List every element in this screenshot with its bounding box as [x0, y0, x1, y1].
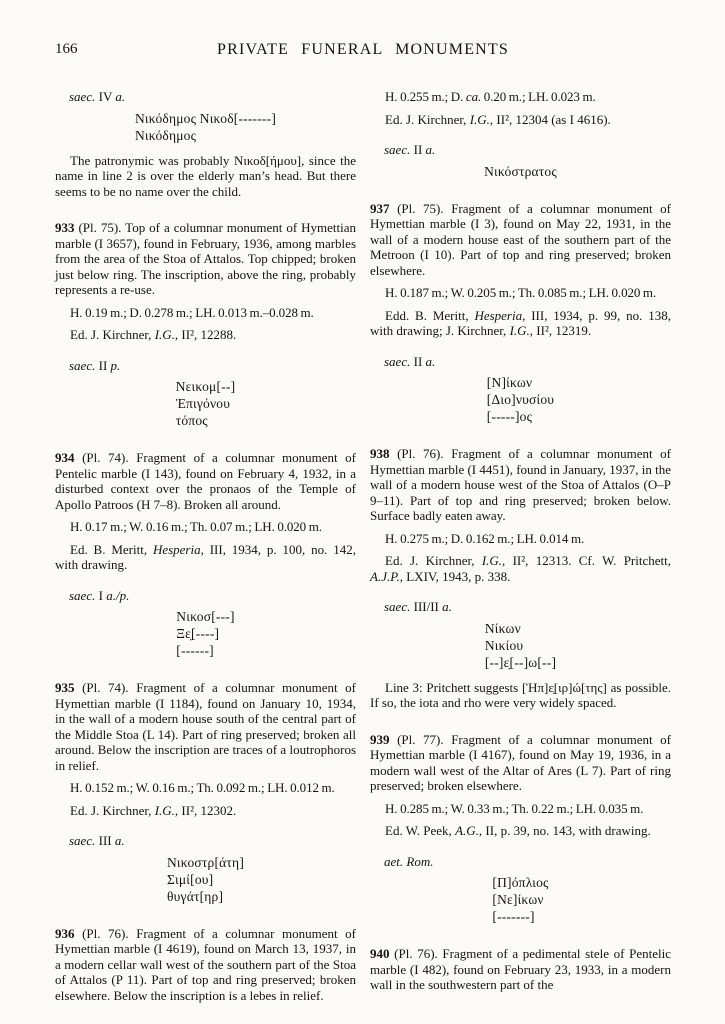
text-segment: saec. — [69, 587, 96, 603]
text-segment: Ed. W. Peek, — [385, 823, 456, 838]
text-segment: , II², 12313. Cf. W. Pritchett, — [502, 553, 671, 568]
text-segment: Ed. B. Meritt, — [70, 541, 153, 557]
inscription-line: [-----]ος — [486, 409, 533, 424]
text-segment: H. 0.19 m.; D. 0.278 m.; LH. 0.013 m.–0.028 m. — [70, 304, 314, 320]
text-segment: Ed. J. Kirchner, — [70, 802, 155, 818]
text-segment: saec. — [384, 599, 411, 614]
date-label — [55, 588, 356, 604]
measurements-line — [370, 801, 671, 817]
text-segment: The patronymic was probably Νικοδ[ήμου], since the name in line 2 is over the elderly man’s head. But there seems to be no name over the child. — [55, 152, 356, 199]
inscription-line: Νικοστρ[άτη] — [166, 854, 245, 870]
greek-inscription — [176, 378, 236, 429]
measurements-line — [370, 531, 671, 547]
text-segment: Ed. J. Kirchner, — [70, 327, 155, 342]
text-segment: III/II — [410, 599, 443, 614]
inscription-line: τόπος — [175, 413, 208, 428]
text-segment: Edd. B. Meritt, — [385, 307, 475, 323]
date-label — [55, 358, 356, 374]
inscription-line: Νεικομ[--] — [175, 379, 236, 394]
text-segment: H. 0.17 m.; W. 0.16 m.; Th. 0.07 m.; LH. 0.020 m. — [70, 519, 322, 534]
greek-inscription — [135, 110, 276, 144]
measurements-line — [370, 89, 671, 105]
catalog-entry — [370, 201, 671, 279]
text-segment: Ed. J. Kirchner, — [385, 111, 470, 127]
text-segment: H. 0.187 m.; W. 0.205 m.; Th. 0.085 m.; LH. 0.020 m. — [385, 285, 657, 300]
entry-number: 935 — [55, 680, 75, 695]
text-segment: I — [95, 587, 107, 603]
commentary-paragraph — [370, 680, 671, 711]
text-segment: , LXIV, 1943, p. 338. — [399, 568, 511, 584]
measurements-line — [55, 519, 356, 535]
page-title: PRIVATE FUNERAL MONUMENTS — [216, 41, 510, 58]
text-segment: I.G. — [154, 802, 175, 818]
catalog-entry — [370, 732, 671, 794]
inscription-line: Νικόστρατος — [484, 163, 557, 179]
greek-inscription — [492, 874, 548, 925]
text-segment: a. — [114, 833, 125, 848]
entry-number: 937 — [370, 200, 390, 216]
text-segment: (Pl. 74). Fragment of a columnar monument of Hymettian marble (I 1184), found on January 10, 1934, in the wall of a modern house south of the central part of the Middle Stoa (L 14). Part of ring preserved; broken all around. Below the inscription are traces of a loutrophoros in relief. — [55, 680, 356, 773]
greek-inscription — [487, 374, 554, 425]
date-label — [55, 89, 356, 105]
text-segment: , II², 12304 (as I 4616). — [489, 111, 611, 127]
text-segment: Hesperia — [474, 307, 523, 323]
text-segment: I.G. — [154, 327, 175, 342]
entry-number: 940 — [370, 946, 390, 961]
text-segment: H. 0.285 m.; W. 0.33 m.; Th. 0.22 m.; LH. 0.035 m. — [385, 800, 644, 816]
text-segment: IV — [95, 89, 116, 104]
page-number: 166 — [55, 41, 78, 57]
text-segment: (Pl. 77). Fragment of a columnar monument of Hymettian marble (I 4167), found on May 19, 1936, in a modern wall west of the Altar of Ares (L 7). Part of ring preserved; broken elsewhere. — [370, 731, 671, 793]
edition-reference — [55, 327, 356, 343]
text-segment: Hesperia — [152, 541, 201, 557]
greek-inscription — [484, 163, 557, 180]
entry-number: 938 — [370, 446, 390, 461]
text-segment: saec. — [69, 357, 96, 373]
text-segment: , II, p. 39, no. 143, with drawing. — [478, 823, 651, 838]
entry-number: 939 — [370, 731, 390, 747]
text-segment: a. — [425, 353, 436, 369]
text-segment: 0.20 m.; LH. 0.023 m. — [481, 89, 596, 104]
greek-inscription — [176, 608, 234, 659]
catalog-entry — [55, 450, 356, 512]
text-segment: A.J.P. — [370, 568, 400, 584]
date-label — [370, 142, 671, 158]
text-segment: saec. — [69, 89, 96, 104]
page-header — [55, 42, 671, 62]
commentary-paragraph — [55, 153, 356, 200]
text-segment: II — [95, 357, 111, 373]
date-label — [370, 354, 671, 370]
inscription-line: θυγάτ[ηρ] — [166, 888, 224, 904]
inscription-line: [------] — [176, 643, 214, 658]
text-segment: H. 0.152 m.; W. 0.16 m.; Th. 0.092 m.; LH. 0.012 m. — [70, 780, 335, 795]
date-label — [55, 833, 356, 849]
text-segment: (Pl. 76). Fragment of a columnar monument of Hymettian marble (I 4619), found on March 13, 1937, in a modern cellar wall west of the southern part of the Stoa of Attalos (P 11). Part of top and ring preserved; broken elsewhere. Below the inscription is a lebes in relief. — [55, 925, 356, 1003]
greek-inscription — [485, 620, 556, 671]
inscription-line: [Διο]νυσίου — [486, 392, 555, 407]
text-segment: saec. — [384, 353, 411, 369]
measurements-line — [55, 780, 356, 796]
text-segment: ca. — [465, 89, 482, 104]
catalog-entry — [370, 446, 671, 524]
catalog-entry — [370, 946, 671, 993]
text-segment: I.G. — [469, 111, 490, 127]
inscription-line: [-------] — [492, 909, 535, 924]
inscription-line: Σιμί[ου] — [166, 871, 214, 887]
date-label — [370, 599, 671, 615]
inscription-line: Ἐπιγόνου — [175, 396, 231, 411]
inscription-line: Νίκων — [484, 620, 521, 636]
text-segment: A.G. — [455, 823, 479, 838]
text-segment: I.G. — [481, 553, 503, 568]
text-segment: Ed. J. Kirchner, — [385, 553, 482, 568]
inscription-line: Νικοσ[---] — [176, 609, 235, 624]
inscription-line: [Ν]ίκων — [486, 375, 533, 390]
date-label — [370, 854, 671, 870]
text-segment: , II², 12319. — [529, 323, 592, 338]
inscription-line: [--]ε̣[--]ω[--] — [484, 654, 557, 670]
text-segment: a./p. — [106, 587, 130, 603]
text-segment: saec. — [384, 142, 411, 157]
edition-reference — [370, 308, 671, 339]
text-segment: , III, 1934, p. 99, no. 138, with drawing; J. Kirchner, — [370, 307, 671, 338]
text-segment: a. — [425, 142, 436, 157]
inscription-line: Νικόδημος — [134, 127, 197, 143]
text-segment: (Pl. 76). Fragment of a pedimental stele of Pentelic marble (I 482), found on February 23, 1933, in a modern wall in the southwestern part of the — [370, 946, 671, 992]
greek-inscription — [167, 854, 244, 905]
text-segment: II — [410, 353, 426, 369]
edition-reference — [370, 553, 671, 584]
inscription-line: Ξε̣[----] — [176, 626, 220, 641]
text-segment: (Pl. 75). Top of a columnar monument of Hymettian marble (I 3657), found in February, 1936, among marbles from the area of the Stoa of Attalos. Top chipped; broken just below ring. The inscription, above the ring, probably represents a re-use. — [55, 220, 356, 297]
text-segment: II — [410, 142, 426, 157]
text-segment: H. 0.275 m.; D. 0.162 m.; LH. 0.014 m. — [385, 530, 585, 546]
text-segment: a. — [115, 89, 126, 104]
two-column-text — [55, 89, 671, 1003]
text-segment: H. 0.255 m.; D. — [385, 89, 466, 104]
edition-reference — [370, 112, 671, 128]
measurements-line — [370, 285, 671, 301]
text-segment: (Pl. 75). Fragment of a columnar monument of Hymettian marble (I 3), found on May 22, 1931, in the wall of a modern house east of the southern part of the Metroon (I 10). Part of top and ring preserved; broken elsewhere. — [370, 200, 671, 278]
edition-reference — [55, 803, 356, 819]
right-column — [370, 89, 671, 1003]
text-segment: (Pl. 76). Fragment of a columnar monument of Hymettian marble (I 4451), found in January, 1937, in the wall of a modern house west of the Stoa of Attalos (O–P 9–11). Part of top and ring preserved; broken below. Surface badly eaten away. — [370, 446, 671, 523]
entry-number: 933 — [55, 220, 75, 235]
left-column — [55, 89, 356, 1003]
entry-number: 936 — [55, 925, 75, 941]
edition-reference — [370, 823, 671, 839]
inscription-line: [Π]όπλιος — [492, 875, 549, 890]
text-segment: (Pl. 74). Fragment of a columnar monument of Pentelic marble (I 143), found on February 4, 1932, in a disturbed context over the pronaos of the Temple of Apollo Patroos (H 7–8). Broken all around. — [55, 450, 356, 512]
measurements-line — [55, 305, 356, 321]
text-segment: III — [95, 833, 115, 848]
text-segment: , II², 12302. — [174, 802, 237, 818]
text-segment: , III, 1934, p. 100, no. 142, with drawing. — [55, 541, 356, 572]
text-segment: a. — [442, 599, 452, 614]
edition-reference — [55, 542, 356, 573]
catalog-entry — [55, 220, 356, 298]
text-segment: Line 3: Pritchett suggests [Ἡπ]ε̣[ιρ]ώ[της] as possible. If so, the iota and rho were very widely spaced. — [370, 679, 671, 710]
catalog-entry — [55, 680, 356, 773]
catalog-entry — [55, 926, 356, 1004]
text-segment: I.G. — [509, 323, 530, 338]
inscription-line: Νικίου — [484, 637, 524, 653]
text-segment: aet. Rom. — [384, 853, 434, 869]
text-segment: saec. — [69, 833, 96, 848]
inscription-line: [Νε]ίκων — [492, 892, 544, 907]
entry-number: 934 — [55, 450, 75, 465]
text-segment: p. — [110, 357, 121, 373]
inscription-line: Νικόδημος Νικοδ[-------] — [134, 110, 277, 126]
text-segment: , II², 12288. — [174, 327, 237, 342]
